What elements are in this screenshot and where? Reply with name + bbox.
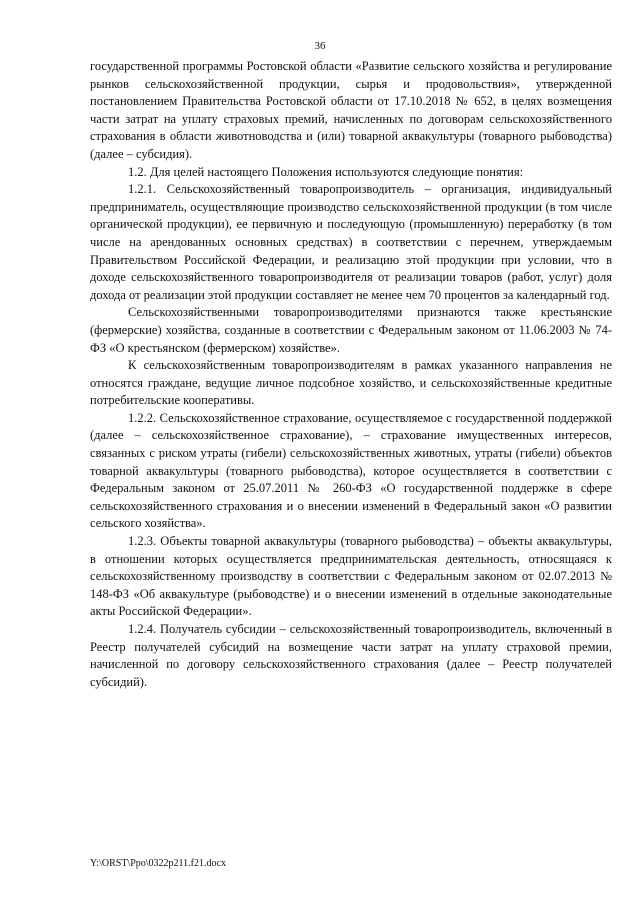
footer-file-path: Y:\ORST\Ppo\0322p211.f21.docx	[90, 858, 226, 869]
paragraph-1-2-3: 1.2.3. Объекты товарной аквакультуры (товарного рыбоводства) – объекты аквакультуры, в отношении которых осуществляется предпринимательская деятельность, относящаяся к сельскохозяйственному производству в соответствии с Федеральным законом от 02.07.2013 № 148-ФЗ «Об аквакультуре (рыбоводстве) и о внесении изменений в отдельные законодательные акты Российской Федерации».	[90, 534, 612, 619]
paragraph-1-2: 1.2. Для целей настоящего Положения используются следующие понятия:	[128, 164, 524, 179]
paragraph-1-2-4: 1.2.4. Получатель субсидии – сельскохозяйственный товаропроизводитель, включенный в Реестр получателей субсидий на возмещение части затрат на уплату страховой премии, начисленной по договору сельскохозяйственного страхования (далее – Реестр получателей субсидий).	[90, 622, 612, 689]
paragraph-exclusions: К сельскохозяйственным товаропроизводителям в рамках указанного направления не относятся граждане, ведущие личное подсобное хозяйство, и сельскохозяйственные кредитные потребительские кооперативы.	[90, 358, 612, 408]
paragraph-1-2-1: 1.2.1. Сельскохозяйственный товаропроизводитель – организация, индивидуальный предприниматель, осуществляющие производство сельскохозяйственной продукции (в том числе органической продукции), ее первичную и последующую (промышленную) переработку (в том числе на арендованных основных средствах) в соответствии с перечнем, утверждаемым Правительством Российской Федерации, и реализацию этой продукции при условии, что в доходе сельскохозяйственного товаропроизводителя от реализации товаров (работ, услуг) доля дохода от реализации этой продукции составляет не менее чем 70 процентов за календарный год.	[90, 182, 612, 302]
paragraph-1-2-2: 1.2.2. Сельскохозяйственное страхование, осуществляемое с государственной поддержкой (далее – сельскохозяйственное страхование), – страхование имущественных интересов, связанных с риском утраты (гибели) сельскохозяйственных животных, утраты (гибели) объектов товарной аквакультуры (товарного рыбоводства), которое осуществляется в соответствии с Федеральным законом от 25.07.2011 № 260-ФЗ «О государственной поддержке в сфере сельскохозяйственного страхования и о внесении изменений в Федеральный закон «О развитии сельского хозяйства».	[90, 410, 612, 531]
paragraph-program-continuation: государственной программы Ростовской области «Развитие сельского хозяйства и регулирование рынков сельскохозяйственной продукции, сырья и продовольствия», утвержденной постановлением Правительства Ростовской области от 17.10.2018 № 652, в целях возмещения части затрат на уплату страховых премий, начисленных по договорам сельскохозяйственного страхования в области животноводства и (или) товарной аквакультуры (товарного рыбоводства) (далее – субсидия).	[90, 59, 612, 161]
page-number: 36	[314, 40, 326, 52]
document-body	[90, 58, 612, 691]
paragraph-farm-households: Сельскохозяйственными товаропроизводителями признаются также крестьянские (фермерские) хозяйства, созданные в соответствии с Федеральным законом от 11.06.2003 № 74-ФЗ «О крестьянском (фермерском) хозяйстве».	[90, 305, 612, 355]
